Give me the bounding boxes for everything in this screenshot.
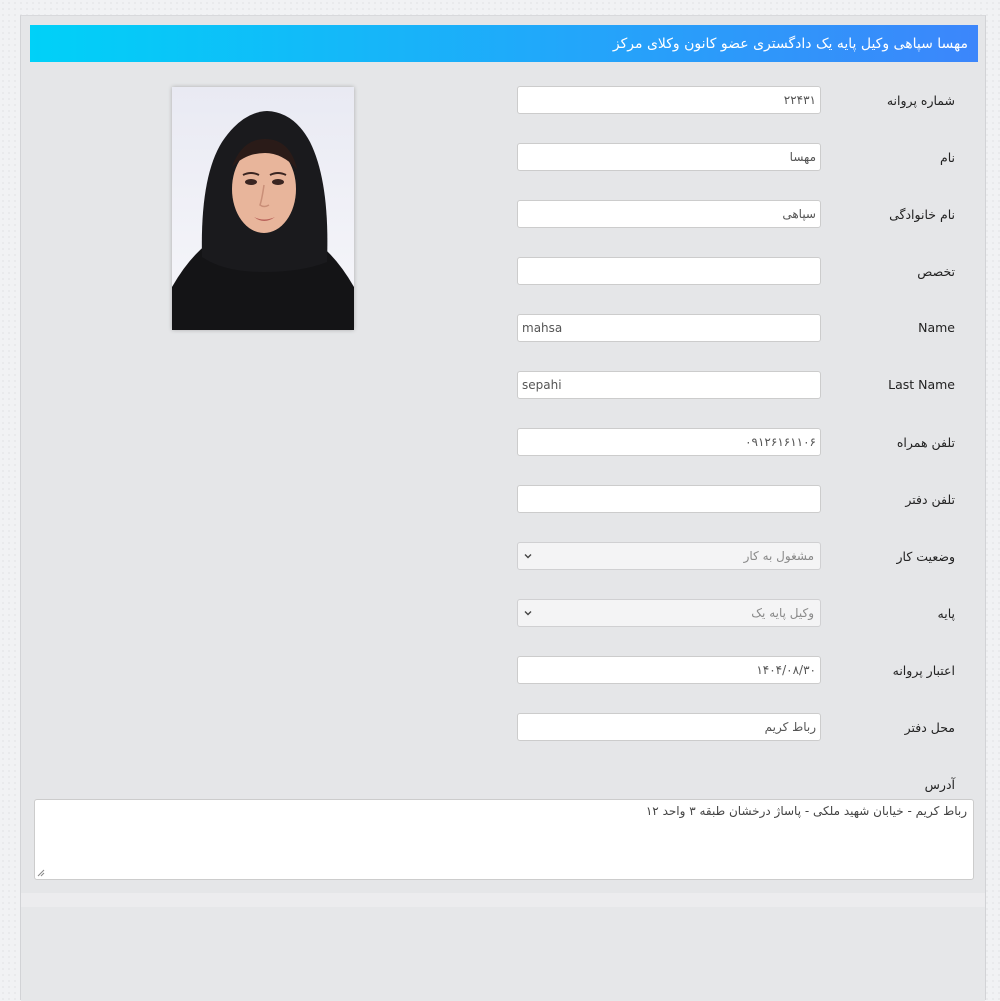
address-textarea[interactable] <box>34 799 974 880</box>
lower-panel <box>21 907 985 1001</box>
first-name-value: مهسا <box>789 150 816 164</box>
last-name-en-label: Last Name <box>888 377 955 392</box>
profile-card <box>20 15 986 1000</box>
last-name-value: سپاهی <box>782 207 816 221</box>
form-footer-strip <box>21 893 985 907</box>
license-validity-field[interactable] <box>517 656 821 684</box>
office-location-label: محل دفتر <box>904 720 955 735</box>
office-phone-field[interactable] <box>517 485 821 513</box>
last-name-label: نام خانوادگی <box>889 207 955 222</box>
profile-photo <box>172 87 354 330</box>
office-location-field[interactable] <box>517 713 821 741</box>
grade-select[interactable] <box>517 599 821 627</box>
mobile-field[interactable] <box>517 428 821 456</box>
page-title-text: مهسا سپاهی وکیل پایه یک دادگستری عضو کانون وکلای مرکز <box>612 35 968 52</box>
address-label: آدرس <box>924 777 955 792</box>
license-validity-label: اعتبار پروانه <box>892 663 955 678</box>
grade-label: پایه <box>937 606 955 621</box>
name-en-value: mahsa <box>522 321 563 335</box>
license-number-label: شماره پروانه <box>886 93 955 108</box>
specialty-field[interactable] <box>517 257 821 285</box>
office-phone-label: تلفن دفتر <box>905 492 955 507</box>
mobile-value: ۰۹۱۲۶۱۶۱۱۰۶ <box>745 435 816 449</box>
first-name-field[interactable] <box>517 143 821 171</box>
grade-value: وکیل پایه یک <box>751 606 814 620</box>
resize-handle-icon[interactable] <box>37 869 45 877</box>
specialty-label: تخصص <box>917 264 955 279</box>
last-name-field[interactable] <box>517 200 821 228</box>
work-status-select[interactable] <box>517 542 821 570</box>
license-validity-value: ۱۴۰۴/۰۸/۳۰ <box>756 663 816 677</box>
chevron-down-icon <box>523 608 533 618</box>
name-en-field[interactable] <box>517 314 821 342</box>
first-name-label: نام <box>939 150 955 165</box>
work-status-label: وضعیت کار <box>896 549 955 564</box>
license-number-value: ۲۲۴۳۱ <box>783 93 816 107</box>
work-status-value: مشغول به کار <box>743 549 814 563</box>
license-number-field[interactable] <box>517 86 821 114</box>
last-name-en-field[interactable] <box>517 371 821 399</box>
page-title <box>30 25 978 62</box>
chevron-down-icon <box>523 551 533 561</box>
address-value: رباط کریم - خیابان شهید ملکی - پاساژ درخشان طبقه ۳ واحد ۱۲ <box>645 804 967 818</box>
name-en-label: Name <box>918 320 955 335</box>
last-name-en-value: sepahi <box>522 378 562 392</box>
mobile-label: تلفن همراه <box>896 435 955 450</box>
office-location-value: رباط کریم <box>764 720 816 734</box>
